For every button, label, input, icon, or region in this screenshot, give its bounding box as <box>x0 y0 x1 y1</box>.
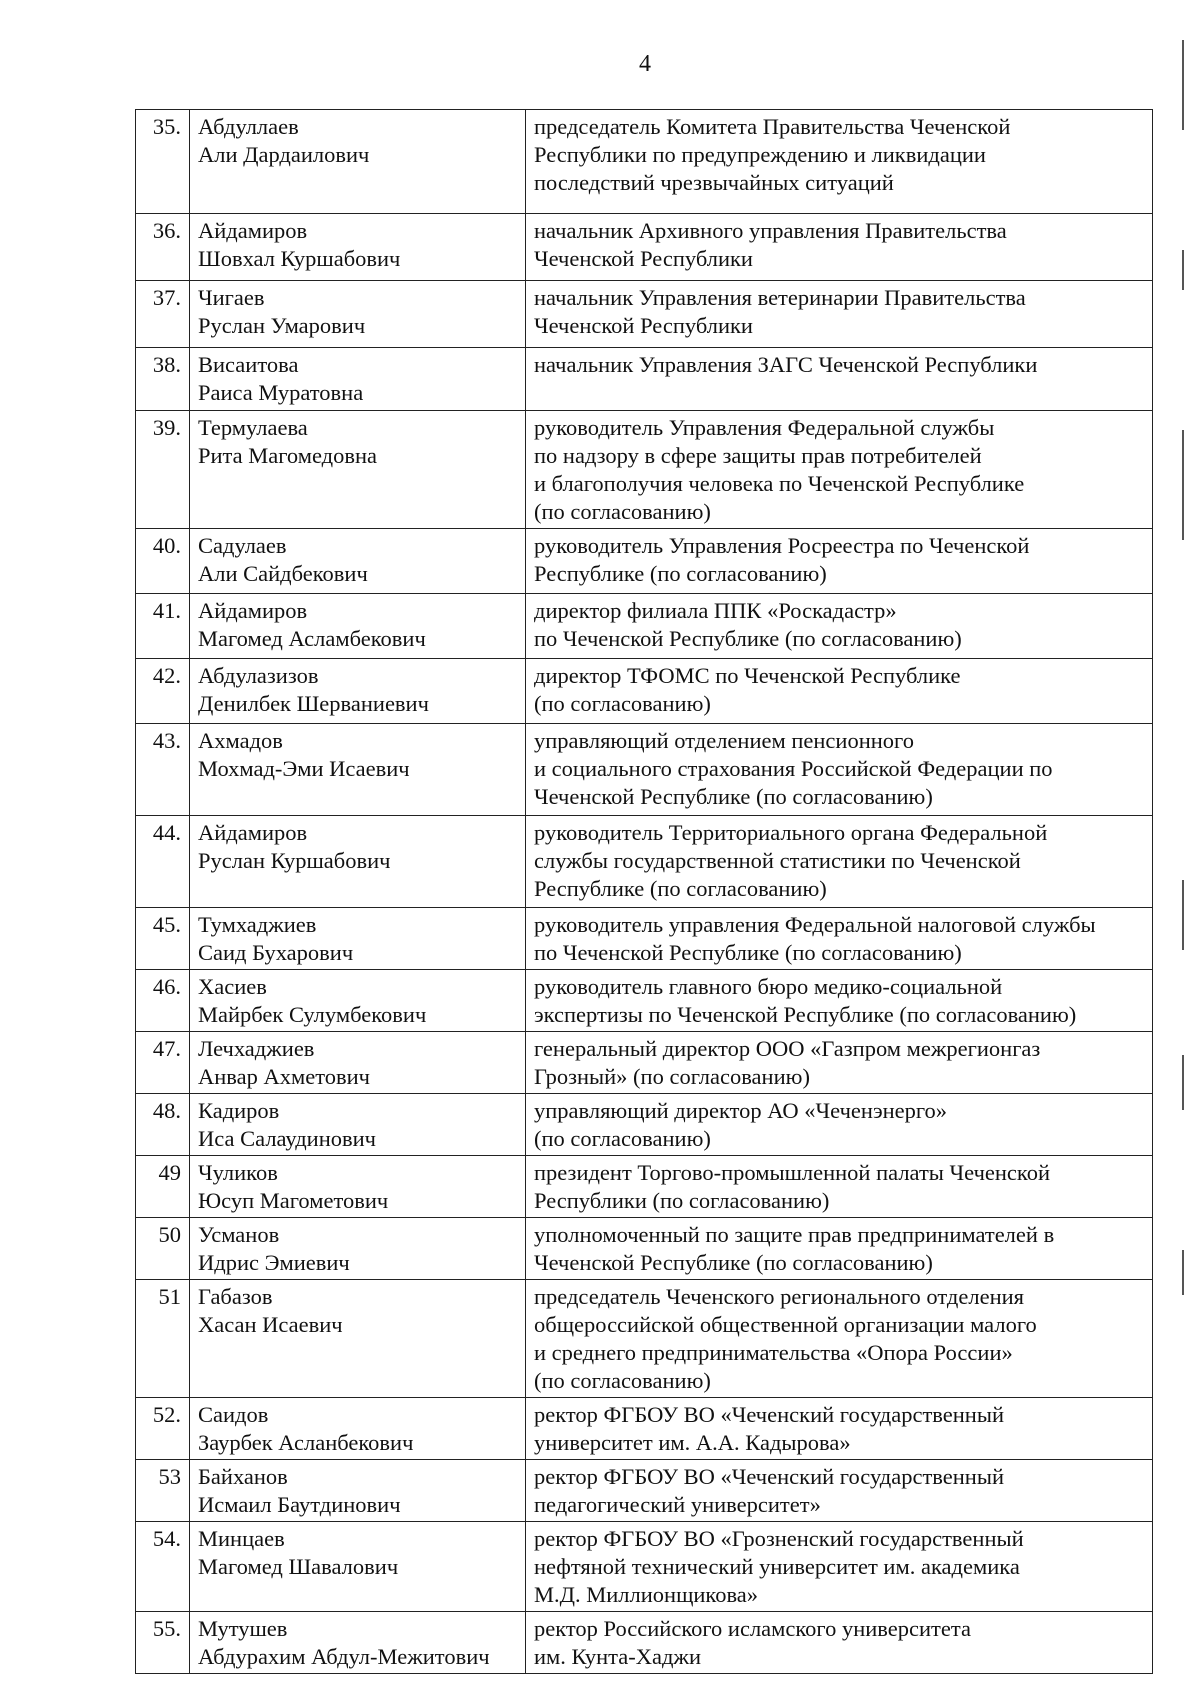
table-row <box>136 281 1153 348</box>
member-surname: Чигаев <box>198 285 265 310</box>
row-number: 40. <box>136 529 190 594</box>
position-text-line: (по согласованию) <box>534 499 711 524</box>
member-surname: Лечхаджиев <box>198 1036 315 1061</box>
position-text-line: общероссийской общественной организации малого <box>534 1312 1037 1337</box>
table-row <box>136 659 1153 724</box>
position-text-line: Республике (по согласованию) <box>534 876 827 901</box>
position-text-line: ректор ФГБОУ ВО «Чеченский государственный <box>534 1402 1004 1427</box>
position-text-line: руководитель Управления Федеральной службы <box>534 415 995 440</box>
position-text-line: уполномоченный по защите прав предпринимателей в <box>534 1222 1055 1247</box>
position-text-line: руководитель Территориального органа Федеральной <box>534 820 1048 845</box>
member-position-cell <box>526 1612 1153 1674</box>
position-text-line: по Чеченской Республике (по согласованию) <box>534 940 962 965</box>
member-given-names: Абдурахим Абдул-Межитович <box>198 1644 490 1669</box>
row-number: 41. <box>136 594 190 659</box>
position-text-line: (по согласованию) <box>534 1368 711 1393</box>
position-text-line: и социального страхования Российской Федерации по <box>534 756 1053 781</box>
row-number: 52. <box>136 1398 190 1460</box>
member-given-names: Анвар Ахметович <box>198 1064 370 1089</box>
position-text-line: управляющий директор АО «Чеченэнерго» <box>534 1098 948 1123</box>
position-text-line: ректор ФГБОУ ВО «Чеченский государственный <box>534 1464 1004 1489</box>
position-text-line: председатель Чеченского регионального отделения <box>534 1284 1025 1309</box>
member-surname: Габазов <box>198 1284 273 1309</box>
scan-edge-mark <box>1182 1250 1184 1295</box>
member-surname: Ахмадов <box>198 728 283 753</box>
row-number: 37. <box>136 281 190 348</box>
member-name-cell <box>190 1398 526 1460</box>
row-number: 38. <box>136 348 190 411</box>
member-given-names: Иса Салаудинович <box>198 1126 376 1151</box>
position-text-line: университет им. А.А. Кадырова» <box>534 1430 851 1455</box>
member-given-names: Заурбек Асланбекович <box>198 1430 414 1455</box>
member-name-cell <box>190 908 526 970</box>
member-position-cell <box>526 1032 1153 1094</box>
member-name-cell <box>190 1612 526 1674</box>
scan-edge-mark <box>1182 250 1184 290</box>
position-text-line: Грозный» (по согласованию) <box>534 1064 810 1089</box>
scan-edge-mark <box>1182 1055 1184 1110</box>
table-row <box>136 1612 1153 1674</box>
position-text-line: и благополучия человека по Чеченской Республике <box>534 471 1025 496</box>
member-position-cell <box>526 1280 1153 1398</box>
table-row <box>136 110 1153 214</box>
scan-edge-mark <box>1182 40 1184 130</box>
row-number: 47. <box>136 1032 190 1094</box>
table-row <box>136 411 1153 529</box>
member-position-cell <box>526 908 1153 970</box>
member-name-cell <box>190 816 526 908</box>
member-position-cell <box>526 659 1153 724</box>
member-surname: Айдамиров <box>198 598 308 623</box>
member-name-cell <box>190 724 526 816</box>
position-text-line: по Чеченской Республике (по согласованию) <box>534 626 962 651</box>
member-surname: Минцаев <box>198 1526 285 1551</box>
member-name-cell <box>190 1460 526 1522</box>
member-surname: Мутушев <box>198 1616 288 1641</box>
member-given-names: Хасан Исаевич <box>198 1312 343 1337</box>
row-number: 54. <box>136 1522 190 1612</box>
members-table <box>135 109 1153 1674</box>
member-position-cell <box>526 1522 1153 1612</box>
member-position-cell <box>526 1218 1153 1280</box>
member-surname: Термулаева <box>198 415 308 440</box>
table-row <box>136 1280 1153 1398</box>
table-row <box>136 908 1153 970</box>
member-name-cell <box>190 214 526 281</box>
row-number: 50 <box>136 1218 190 1280</box>
member-surname: Айдамиров <box>198 218 308 243</box>
table-row <box>136 816 1153 908</box>
member-given-names: Майрбек Сулумбекович <box>198 1002 427 1027</box>
position-text-line: начальник Управления ЗАГС Чеченской Республики <box>534 352 1038 377</box>
member-given-names: Руслан Куршабович <box>198 848 391 873</box>
position-text-line: управляющий отделением пенсионного <box>534 728 914 753</box>
position-text-line: (по согласованию) <box>534 691 711 716</box>
member-name-cell <box>190 348 526 411</box>
position-text-line: Чеченской Республики <box>534 313 753 338</box>
member-position-cell <box>526 1398 1153 1460</box>
member-surname: Абдулазизов <box>198 663 319 688</box>
table-row <box>136 1460 1153 1522</box>
position-text-line: Республики (по согласованию) <box>534 1188 830 1213</box>
member-surname: Садулаев <box>198 533 287 558</box>
row-number: 55. <box>136 1612 190 1674</box>
row-number: 51 <box>136 1280 190 1398</box>
table-row <box>136 970 1153 1032</box>
position-text-line: ректор ФГБОУ ВО «Грозненский государственный <box>534 1526 1024 1551</box>
member-name-cell <box>190 1280 526 1398</box>
member-position-cell <box>526 970 1153 1032</box>
member-given-names: Шовхал Куршабович <box>198 246 401 271</box>
row-number: 48. <box>136 1094 190 1156</box>
row-number: 36. <box>136 214 190 281</box>
position-text-line: нефтяной технический университет им. академика <box>534 1554 1020 1579</box>
member-surname: Чуликов <box>198 1160 278 1185</box>
position-text-line: Чеченской Республики <box>534 246 753 271</box>
position-text-line: по надзору в сфере защиты прав потребителей <box>534 443 982 468</box>
position-text-line: директор филиала ППК «Роскадастр» <box>534 598 897 623</box>
member-surname: Байханов <box>198 1464 288 1489</box>
scan-edge-mark <box>1182 430 1184 540</box>
member-name-cell <box>190 281 526 348</box>
row-number: 35. <box>136 110 190 214</box>
member-position-cell <box>526 724 1153 816</box>
position-text-line: Чеченской Республике (по согласованию) <box>534 1250 933 1275</box>
position-text-line: генеральный директор ООО «Газпром межрегионгаз <box>534 1036 1041 1061</box>
member-name-cell <box>190 411 526 529</box>
member-surname: Хасиев <box>198 974 267 999</box>
position-text-line: Чеченской Республике (по согласованию) <box>534 784 933 809</box>
member-name-cell <box>190 1218 526 1280</box>
member-name-cell <box>190 594 526 659</box>
member-name-cell <box>190 970 526 1032</box>
member-surname: Висаитова <box>198 352 299 377</box>
member-given-names: Али Сайдбекович <box>198 561 368 586</box>
member-name-cell <box>190 1032 526 1094</box>
table-body <box>136 110 1153 1674</box>
position-text-line: директор ТФОМС по Чеченской Республике <box>534 663 961 688</box>
member-given-names: Юсуп Магометович <box>198 1188 389 1213</box>
position-text-line: руководитель Управления Росреестра по Чеченской <box>534 533 1030 558</box>
member-position-cell <box>526 348 1153 411</box>
member-position-cell <box>526 594 1153 659</box>
member-given-names: Магомед Шавалович <box>198 1554 399 1579</box>
row-number: 43. <box>136 724 190 816</box>
table-row <box>136 1522 1153 1612</box>
member-given-names: Саид Бухарович <box>198 940 354 965</box>
row-number: 46. <box>136 970 190 1032</box>
member-position-cell <box>526 110 1153 214</box>
position-text-line: и среднего предпринимательства «Опора России» <box>534 1340 1013 1365</box>
table-row <box>136 1218 1153 1280</box>
table-row <box>136 1156 1153 1218</box>
row-number: 49 <box>136 1156 190 1218</box>
table-row <box>136 1032 1153 1094</box>
member-given-names: Али Дардаилович <box>198 142 370 167</box>
position-text-line: президент Торгово-промышленной палаты Чеченской <box>534 1160 1050 1185</box>
member-position-cell <box>526 214 1153 281</box>
position-text-line: руководитель управления Федеральной налоговой службы <box>534 912 1096 937</box>
member-position-cell <box>526 281 1153 348</box>
member-surname: Айдамиров <box>198 820 308 845</box>
member-position-cell <box>526 1460 1153 1522</box>
member-given-names: Раиса Муратовна <box>198 380 364 405</box>
member-position-cell <box>526 1156 1153 1218</box>
member-given-names: Денилбек Шерваниевич <box>198 691 429 716</box>
position-text-line: М.Д. Миллионщикова» <box>534 1582 759 1607</box>
member-given-names: Идрис Эмиевич <box>198 1250 350 1275</box>
position-text-line: председатель Комитета Правительства Чеченской <box>534 114 1011 139</box>
table-row <box>136 529 1153 594</box>
member-surname: Кадиров <box>198 1098 280 1123</box>
member-name-cell <box>190 1156 526 1218</box>
member-given-names: Магомед Асламбекович <box>198 626 426 651</box>
position-text-line: педагогический университет» <box>534 1492 821 1517</box>
position-text-line: ректор Российского исламского университета <box>534 1616 971 1641</box>
row-number: 42. <box>136 659 190 724</box>
table-row <box>136 594 1153 659</box>
member-surname: Тумхаджиев <box>198 912 317 937</box>
position-text-line: службы государственной статистики по Чеченской <box>534 848 1021 873</box>
member-name-cell <box>190 1522 526 1612</box>
member-given-names: Рита Магомедовна <box>198 443 378 468</box>
table-row <box>136 214 1153 281</box>
table-row <box>136 1398 1153 1460</box>
member-name-cell <box>190 659 526 724</box>
position-text-line: начальник Архивного управления Правительства <box>534 218 1007 243</box>
member-name-cell <box>190 529 526 594</box>
position-text-line: (по согласованию) <box>534 1126 711 1151</box>
page-number: 4 <box>639 51 651 77</box>
member-given-names: Руслан Умарович <box>198 313 366 338</box>
position-text-line: им. Кунта-Хаджи <box>534 1644 701 1669</box>
member-surname: Саидов <box>198 1402 269 1427</box>
position-text-line: Республике (по согласованию) <box>534 561 827 586</box>
table-row <box>136 1094 1153 1156</box>
member-position-cell <box>526 411 1153 529</box>
member-given-names: Мохмад-Эми Исаевич <box>198 756 410 781</box>
member-name-cell <box>190 1094 526 1156</box>
member-surname: Абдуллаев <box>198 114 299 139</box>
row-number: 44. <box>136 816 190 908</box>
table-row <box>136 724 1153 816</box>
position-text-line: экспертизы по Чеченской Республике (по согласованию) <box>534 1002 1077 1027</box>
position-text-line: начальник Управления ветеринарии Правительства <box>534 285 1026 310</box>
table-row <box>136 348 1153 411</box>
member-surname: Усманов <box>198 1222 280 1247</box>
position-text-line: руководитель главного бюро медико-социальной <box>534 974 1003 999</box>
member-name-cell <box>190 110 526 214</box>
row-number: 53 <box>136 1460 190 1522</box>
member-position-cell <box>526 1094 1153 1156</box>
member-given-names: Исмаил Баутдинович <box>198 1492 401 1517</box>
position-text-line: Республики по предупреждению и ликвидации <box>534 142 986 167</box>
position-text-line: последствий чрезвычайных ситуаций <box>534 170 894 195</box>
scan-edge-mark <box>1182 880 1184 950</box>
member-position-cell <box>526 529 1153 594</box>
row-number: 45. <box>136 908 190 970</box>
row-number: 39. <box>136 411 190 529</box>
member-position-cell <box>526 816 1153 908</box>
